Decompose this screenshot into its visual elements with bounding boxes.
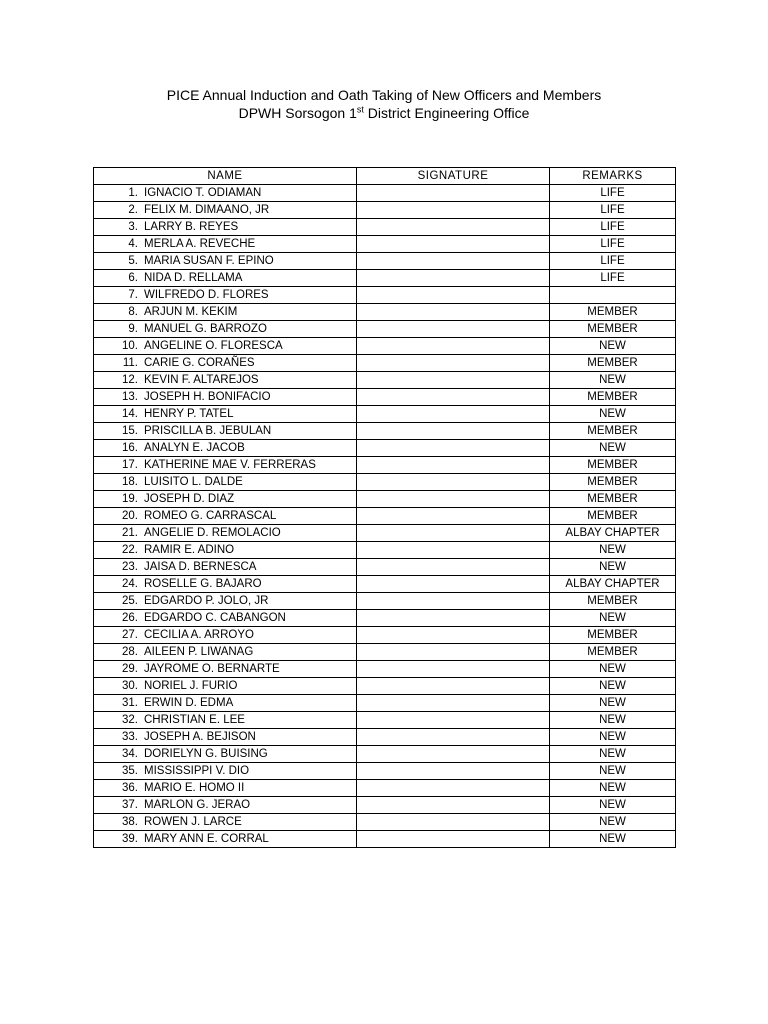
member-name: KATHERINE MAE V. FERRERAS	[144, 458, 316, 471]
member-name: MARIA SUSAN F. EPINO	[144, 254, 274, 267]
table-row	[94, 729, 676, 746]
member-name: DORIELYN G. BUISING	[144, 747, 268, 760]
remarks-cell: NEW	[550, 372, 676, 389]
table-row	[94, 321, 676, 338]
table-row	[94, 270, 676, 287]
remarks-cell: NEW	[550, 661, 676, 678]
row-number: 29.	[122, 662, 138, 675]
row-number: 22.	[122, 543, 138, 556]
table-row	[94, 542, 676, 559]
remarks-cell: MEMBER	[550, 644, 676, 661]
row-number: 31.	[122, 696, 138, 709]
name-cell	[94, 389, 357, 406]
name-cell	[94, 287, 357, 304]
signature-cell	[357, 321, 550, 338]
member-name: NORIEL J. FURIO	[144, 679, 238, 692]
signature-cell	[357, 644, 550, 661]
row-number: 6.	[128, 271, 138, 284]
row-number: 9.	[128, 322, 138, 335]
name-cell	[94, 304, 357, 321]
remarks-cell: NEW	[550, 831, 676, 848]
signature-cell	[357, 593, 550, 610]
remarks-cell: NEW	[550, 729, 676, 746]
row-number: 39.	[122, 832, 138, 845]
remarks-cell: NEW	[550, 763, 676, 780]
column-header-name: NAME	[94, 168, 357, 185]
row-number: 12.	[122, 373, 138, 386]
name-cell	[94, 270, 357, 287]
table-row	[94, 678, 676, 695]
name-cell	[94, 355, 357, 372]
name-cell	[94, 678, 357, 695]
member-name: LUISITO L. DALDE	[144, 475, 243, 488]
signature-cell	[357, 576, 550, 593]
row-number: 36.	[122, 781, 138, 794]
row-number: 37.	[122, 798, 138, 811]
row-number: 25.	[122, 594, 138, 607]
name-cell	[94, 457, 357, 474]
remarks-cell: NEW	[550, 797, 676, 814]
document-header	[0, 86, 768, 122]
remarks-cell: MEMBER	[550, 457, 676, 474]
row-number: 32.	[122, 713, 138, 726]
member-name: CHRISTIAN E. LEE	[144, 713, 245, 726]
signature-cell	[357, 814, 550, 831]
member-name: AILEEN P. LIWANAG	[144, 645, 254, 658]
signature-cell	[357, 729, 550, 746]
table-row	[94, 780, 676, 797]
signature-cell	[357, 372, 550, 389]
signature-cell	[357, 423, 550, 440]
remarks-cell: MEMBER	[550, 304, 676, 321]
table-body	[94, 185, 676, 848]
signature-cell	[357, 797, 550, 814]
table-row	[94, 338, 676, 355]
member-name: MERLA A. REVECHE	[144, 237, 256, 250]
table-row	[94, 287, 676, 304]
remarks-cell: NEW	[550, 695, 676, 712]
remarks-cell: NEW	[550, 610, 676, 627]
row-number: 8.	[128, 305, 138, 318]
remarks-cell: NEW	[550, 814, 676, 831]
signature-cell	[357, 185, 550, 202]
member-name: JAISA D. BERNESCA	[144, 560, 257, 573]
name-cell	[94, 644, 357, 661]
name-cell	[94, 746, 357, 763]
remarks-cell: MEMBER	[550, 593, 676, 610]
remarks-cell: NEW	[550, 338, 676, 355]
table-row	[94, 712, 676, 729]
name-cell	[94, 508, 357, 525]
table-row	[94, 559, 676, 576]
row-number: 5.	[128, 254, 138, 267]
member-name: MISSISSIPPI V. DIO	[144, 764, 250, 777]
remarks-cell: MEMBER	[550, 508, 676, 525]
table-row	[94, 797, 676, 814]
table-row	[94, 202, 676, 219]
document-subtitle	[0, 104, 768, 122]
table-row	[94, 355, 676, 372]
row-number: 23.	[122, 560, 138, 573]
signature-cell	[357, 253, 550, 270]
member-name: EDGARDO P. JOLO, JR	[144, 594, 269, 607]
member-name: ARJUN M. KEKIM	[144, 305, 238, 318]
table-row	[94, 474, 676, 491]
remarks-cell: MEMBER	[550, 474, 676, 491]
name-cell	[94, 780, 357, 797]
row-number: 16.	[122, 441, 138, 454]
remarks-cell: MEMBER	[550, 423, 676, 440]
row-number: 20.	[122, 509, 138, 522]
signature-cell	[357, 712, 550, 729]
table-row	[94, 372, 676, 389]
signature-cell	[357, 338, 550, 355]
signature-cell	[357, 678, 550, 695]
signature-cell	[357, 202, 550, 219]
member-name: FELIX M. DIMAANO, JR	[144, 203, 270, 216]
member-name: ROSELLE G. BAJARO	[144, 577, 262, 590]
signature-cell	[357, 831, 550, 848]
name-cell	[94, 712, 357, 729]
signature-cell	[357, 457, 550, 474]
column-header-remarks: REMARKS	[550, 168, 676, 185]
signature-cell	[357, 491, 550, 508]
signature-cell	[357, 559, 550, 576]
row-number: 7.	[128, 288, 138, 301]
name-cell	[94, 797, 357, 814]
row-number: 11.	[122, 356, 138, 369]
table-row	[94, 644, 676, 661]
name-cell	[94, 185, 357, 202]
member-name: ANGELIE D. REMOLACIO	[144, 526, 281, 539]
member-name: ROWEN J. LARCE	[144, 815, 242, 828]
remarks-cell: LIFE	[550, 253, 676, 270]
name-cell	[94, 831, 357, 848]
table-row	[94, 389, 676, 406]
column-header-signature: SIGNATURE	[357, 168, 550, 185]
name-cell	[94, 814, 357, 831]
remarks-cell: NEW	[550, 678, 676, 695]
table-row	[94, 746, 676, 763]
name-cell	[94, 440, 357, 457]
remarks-cell: MEMBER	[550, 355, 676, 372]
signature-cell	[357, 474, 550, 491]
name-cell	[94, 219, 357, 236]
name-cell	[94, 559, 357, 576]
member-name: LARRY B. REYES	[144, 220, 239, 233]
row-number: 13.	[122, 390, 138, 403]
signature-cell	[357, 270, 550, 287]
signature-cell	[357, 695, 550, 712]
remarks-cell: NEW	[550, 780, 676, 797]
row-number: 19.	[122, 492, 138, 505]
table-row	[94, 423, 676, 440]
remarks-cell: NEW	[550, 712, 676, 729]
table-row	[94, 304, 676, 321]
signature-cell	[357, 304, 550, 321]
signature-cell	[357, 355, 550, 372]
row-number: 27.	[122, 628, 138, 641]
table-row	[94, 185, 676, 202]
name-cell	[94, 763, 357, 780]
member-name: ERWIN D. EDMA	[144, 696, 234, 709]
attendance-table	[93, 167, 676, 848]
subtitle-post: District Engineering Office	[363, 105, 530, 121]
table-row	[94, 763, 676, 780]
row-number: 17.	[122, 458, 138, 471]
name-cell	[94, 372, 357, 389]
member-name: NIDA D. RELLAMA	[144, 271, 243, 284]
row-number: 33.	[122, 730, 138, 743]
remarks-cell: NEW	[550, 542, 676, 559]
name-cell	[94, 406, 357, 423]
row-number: 24.	[122, 577, 138, 590]
name-cell	[94, 474, 357, 491]
remarks-cell: LIFE	[550, 236, 676, 253]
member-name: MARY ANN E. CORRAL	[144, 832, 269, 845]
signature-cell	[357, 389, 550, 406]
row-number: 4.	[128, 237, 138, 250]
remarks-cell: MEMBER	[550, 321, 676, 338]
member-name: MANUEL G. BARROZO	[144, 322, 267, 335]
signature-cell	[357, 780, 550, 797]
table-row	[94, 219, 676, 236]
name-cell	[94, 202, 357, 219]
remarks-cell: ALBAY CHAPTER	[550, 576, 676, 593]
table-row	[94, 457, 676, 474]
row-number: 35.	[122, 764, 138, 777]
table-row	[94, 814, 676, 831]
name-cell	[94, 253, 357, 270]
signature-cell	[357, 661, 550, 678]
row-number: 14.	[122, 407, 138, 420]
row-number: 1.	[128, 186, 138, 199]
row-number: 34.	[122, 747, 138, 760]
table-row	[94, 236, 676, 253]
remarks-cell: MEMBER	[550, 491, 676, 508]
table-row	[94, 831, 676, 848]
table-row	[94, 661, 676, 678]
table-row	[94, 695, 676, 712]
member-name: EDGARDO C. CABANGON	[144, 611, 286, 624]
remarks-cell: NEW	[550, 746, 676, 763]
signature-cell	[357, 542, 550, 559]
name-cell	[94, 661, 357, 678]
remarks-cell: NEW	[550, 406, 676, 423]
remarks-cell: LIFE	[550, 202, 676, 219]
name-cell	[94, 627, 357, 644]
member-name: JOSEPH H. BONIFACIO	[144, 390, 271, 403]
signature-cell	[357, 610, 550, 627]
name-cell	[94, 610, 357, 627]
remarks-cell: NEW	[550, 440, 676, 457]
row-number: 30.	[122, 679, 138, 692]
row-number: 26.	[122, 611, 138, 624]
member-name: JOSEPH D. DIAZ	[144, 492, 235, 505]
signature-cell	[357, 236, 550, 253]
table-row	[94, 576, 676, 593]
table-row	[94, 508, 676, 525]
member-name: RAMIR E. ADINO	[144, 543, 235, 556]
name-cell	[94, 542, 357, 559]
remarks-cell: LIFE	[550, 219, 676, 236]
name-cell	[94, 525, 357, 542]
row-number: 3.	[128, 220, 138, 233]
row-number: 38.	[122, 815, 138, 828]
remarks-cell: MEMBER	[550, 389, 676, 406]
table-row	[94, 440, 676, 457]
row-number: 2.	[128, 203, 138, 216]
table-row	[94, 525, 676, 542]
name-cell	[94, 593, 357, 610]
table-row	[94, 253, 676, 270]
name-cell	[94, 491, 357, 508]
remarks-cell: MEMBER	[550, 627, 676, 644]
table-header-row	[94, 168, 676, 185]
member-name: ROMEO G. CARRASCAL	[144, 509, 277, 522]
member-name: MARLON G. JERAO	[144, 798, 251, 811]
signature-cell	[357, 763, 550, 780]
row-number: 18.	[122, 475, 138, 488]
member-name: KEVIN F. ALTAREJOS	[144, 373, 259, 386]
member-name: CARIE G. CORAÑES	[144, 356, 255, 369]
member-name: WILFREDO D. FLORES	[144, 288, 269, 301]
table-row	[94, 406, 676, 423]
member-name: ANALYN E. JACOB	[144, 441, 245, 454]
row-number: 28.	[122, 645, 138, 658]
remarks-cell: NEW	[550, 559, 676, 576]
table-row	[94, 491, 676, 508]
name-cell	[94, 338, 357, 355]
name-cell	[94, 695, 357, 712]
signature-cell	[357, 627, 550, 644]
member-name: IGNACIO T. ODIAMAN	[144, 186, 262, 199]
member-name: PRISCILLA B. JEBULAN	[144, 424, 272, 437]
remarks-cell	[550, 287, 676, 304]
name-cell	[94, 321, 357, 338]
name-cell	[94, 576, 357, 593]
member-name: JAYROME O. BERNARTE	[144, 662, 280, 675]
name-cell	[94, 236, 357, 253]
row-number: 15.	[122, 424, 138, 437]
member-name: ANGELINE O. FLORESCA	[144, 339, 283, 352]
table-row	[94, 610, 676, 627]
document-title: PICE Annual Induction and Oath Taking of New Officers and Members	[166, 87, 602, 103]
table-row	[94, 627, 676, 644]
signature-cell	[357, 525, 550, 542]
name-cell	[94, 423, 357, 440]
signature-cell	[357, 219, 550, 236]
remarks-cell: LIFE	[550, 270, 676, 287]
signature-cell	[357, 746, 550, 763]
remarks-cell: ALBAY CHAPTER	[550, 525, 676, 542]
member-name: JOSEPH A. BEJISON	[144, 730, 256, 743]
member-name: HENRY P. TATEL	[144, 407, 234, 420]
table-row	[94, 593, 676, 610]
member-name: MARIO E. HOMO II	[144, 781, 245, 794]
subtitle-superscript: st	[356, 104, 364, 115]
member-name: CECILIA A. ARROYO	[144, 628, 254, 641]
row-number: 10.	[122, 339, 138, 352]
signature-cell	[357, 406, 550, 423]
name-cell	[94, 729, 357, 746]
subtitle-pre: DPWH Sorsogon 1	[238, 105, 357, 121]
row-number: 21.	[122, 526, 138, 539]
signature-cell	[357, 287, 550, 304]
signature-cell	[357, 508, 550, 525]
signature-cell	[357, 440, 550, 457]
remarks-cell: LIFE	[550, 185, 676, 202]
